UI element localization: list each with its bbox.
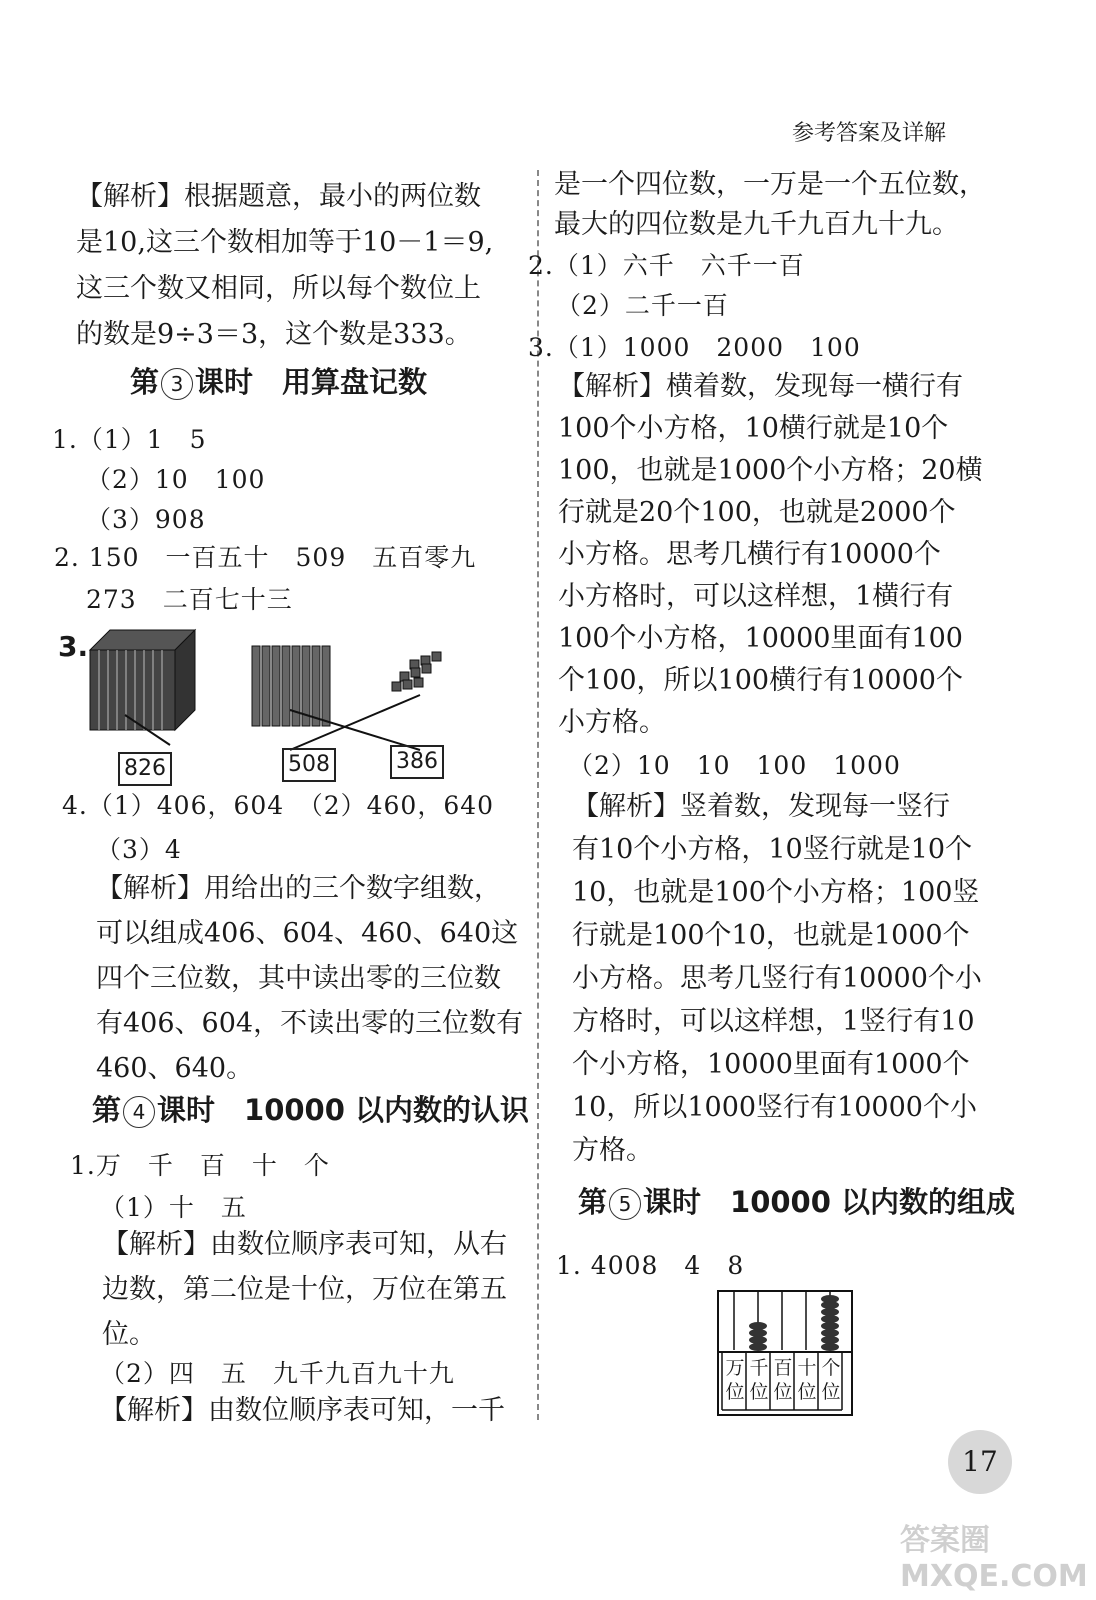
text-line: 10，也就是100个小方格；100竖 (572, 877, 980, 908)
abacus-beads-icon (749, 1295, 839, 1351)
text-line: 个100，所以100横行有10000个 (558, 665, 963, 696)
text-line: 【解析】用给出的三个数字组数， (96, 873, 501, 904)
text-line: 四个三位数，其中读出零的三位数 (96, 963, 501, 994)
r-q2-line2: （2）二千一百 (556, 291, 729, 320)
units-cubes-icon (392, 652, 441, 691)
text-line: 行就是20个100，也就是2000个 (558, 497, 956, 528)
text-line: 方格。 (572, 1135, 653, 1166)
text-line: 有406、604，不读出零的三位数有 (96, 1008, 524, 1039)
l3-q1-line3: （3）908 (86, 505, 206, 534)
text-line: 有10个小方格，10竖行就是10个 (572, 834, 973, 865)
text-line: 10，所以1000竖行有10000个小 (572, 1092, 977, 1123)
text-line: 460、640。 (96, 1053, 254, 1084)
lesson-5-title: 第 5 课时 10000 以内数的组成 (578, 1185, 1016, 1219)
l3-q4-line2: （3）4 (96, 835, 182, 864)
abacus-place-label: 个位 (821, 1357, 841, 1403)
lesson-number-badge: 4 (123, 1096, 155, 1128)
l3-q2-line1: 2. 150 一百五十 509 五百零九 (54, 543, 477, 572)
text-line: 的数是9÷3＝3，这个数是333。 (76, 319, 472, 350)
l4-q1-line1: 1.万 千 百 十 个 (70, 1151, 330, 1180)
hundreds-cube-icon (90, 630, 195, 730)
text-line: 100个小方格，10000里面有100 (558, 623, 963, 654)
text-line: 小方格。思考几竖行有10000个小 (572, 963, 982, 994)
text-line: 个小方格，10000里面有1000个 (572, 1049, 970, 1080)
tens-rods-icon (252, 646, 330, 726)
r-q3-line1: 3.（1）1000 2000 100 (528, 333, 861, 362)
text-line: 小方格。 (558, 707, 666, 738)
watermark: 答案圈 MXQE.COM (900, 1523, 1088, 1594)
l3-q1-line1: 1.（1）1 5 (52, 425, 207, 454)
text-line: 【解析】横着数，发现每一横行有 (558, 371, 963, 402)
text-line: 这三个数又相同，所以每个数位上 (76, 273, 481, 304)
l3-q1-line2: （2）10 100 (86, 465, 266, 494)
text-line: 最大的四位数是九千九百九十九。 (554, 209, 959, 240)
lesson-number-badge: 3 (161, 368, 193, 400)
text-line: 可以组成406、604、460、640这 (96, 918, 519, 949)
abacus-place-label: 百位 (773, 1357, 793, 1403)
lesson-number-badge: 5 (609, 1188, 641, 1220)
text-line: 位。 (102, 1319, 156, 1350)
l4-q2-explanation: 【解析】由数位顺序表可知，一千 (100, 1395, 505, 1426)
l3-q3-label: 3. (58, 630, 89, 663)
answer-box-386: 386 (390, 745, 444, 779)
page-number: 17 (948, 1430, 1012, 1494)
answer-box-826: 826 (118, 752, 172, 786)
text-line: 行就是100个10，也就是1000个 (572, 920, 970, 951)
r-q3-line2: （2）10 10 100 1000 (568, 751, 901, 780)
text-line: 是一个四位数，一万是一个五位数， (554, 169, 986, 200)
l4-q1-line2: （1）十 五 (100, 1193, 247, 1222)
text-line: 方格时，可以这样想，1竖行有10 (572, 1006, 975, 1037)
r-q2-line1: 2.（1）六千 六千一百 (528, 251, 805, 280)
text-line: 【解析】根据题意，最小的两位数 (76, 181, 481, 212)
text-line: 【解析】由数位顺序表可知，从右 (102, 1229, 507, 1260)
text-line: 是10,这三个数相加等于10－1＝9, (76, 227, 494, 258)
abacus-place-label: 千位 (749, 1357, 769, 1403)
text-line: 100个小方格，10横行就是10个 (558, 413, 949, 444)
text-line: 100，也就是1000个小方格；20横 (558, 455, 983, 486)
lesson-4-title: 第 4 课时 10000 以内数的认识 (92, 1093, 530, 1127)
text-line: 【解析】竖着数，发现每一竖行 (572, 791, 950, 822)
l5-q1-line: 1. 4008 4 8 (556, 1251, 745, 1280)
abacus-place-label: 十位 (797, 1357, 817, 1403)
abacus-place-label: 万位 (725, 1357, 745, 1403)
lesson-3-title: 第 3 课时 用算盘记数 (130, 365, 428, 399)
page-header: 参考答案及详解 (792, 121, 947, 146)
answer-box-508: 508 (282, 748, 336, 782)
l3-q2-line2: 273 二百七十三 (86, 585, 293, 614)
l4-q2-line: （2）四 五 九千九百九十九 (100, 1359, 455, 1388)
text-line: 小方格时，可以这样想，1横行有 (558, 581, 954, 612)
l3-q4-line1: 4.（1）406，604 （2）460，640 (62, 791, 495, 820)
text-line: 小方格。思考几横行有10000个 (558, 539, 941, 570)
text-line: 边数，第二位是十位，万位在第五 (102, 1274, 507, 1305)
